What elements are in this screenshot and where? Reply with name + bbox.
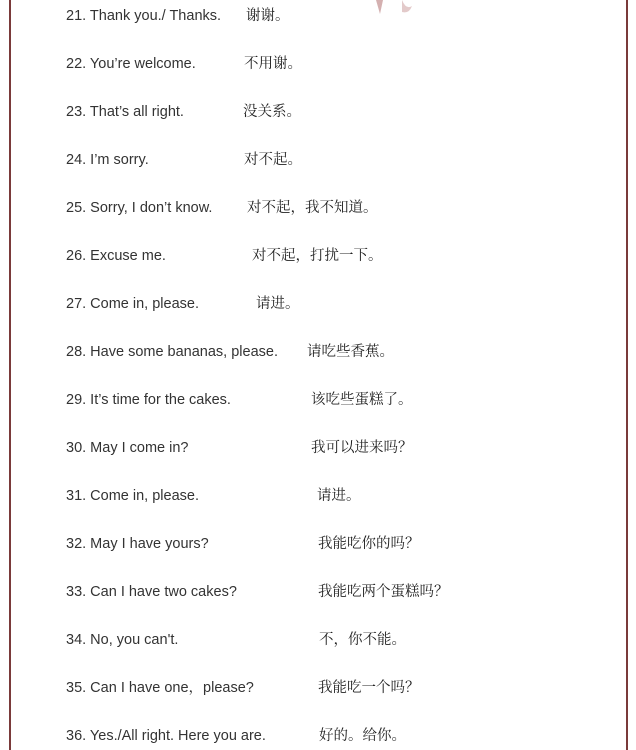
chinese-translation: 没关系。 [243,104,301,120]
phrase-row [0,196,636,220]
phrase-row [0,532,636,556]
chinese-translation: 不，你不能。 [319,632,406,648]
chinese-translation: 请吃些香蕉。 [307,344,394,360]
chinese-translation: 我可以进来吗？ [311,440,413,456]
english-phrase: 32. May I have yours? [66,536,209,552]
english-phrase: 35. Can I have one，please? [66,680,254,696]
chinese-translation: 我能吃一个吗？ [318,680,420,696]
english-phrase: 30. May I come in? [66,440,189,456]
english-phrase: 33. Can I have two cakes? [66,584,237,600]
english-phrase: 31. Come in, please. [66,488,199,504]
english-phrase: 29. It’s time for the cakes. [66,392,231,408]
english-phrase: 24. I’m sorry. [66,152,149,168]
phrase-row [0,292,636,316]
chinese-translation: 谢谢。 [246,8,290,24]
phrase-row [0,676,636,700]
english-phrase: 36. Yes./All right. Here you are. [66,728,266,744]
english-phrase: 22. You’re welcome. [66,56,196,72]
phrase-row [0,580,636,604]
chinese-translation: 不用谢。 [244,56,302,72]
phrase-row [0,148,636,172]
phrase-row [0,484,636,508]
chinese-translation: 请进。 [317,488,361,504]
english-phrase: 26. Excuse me. [66,248,166,264]
english-phrase: 21. Thank you./ Thanks. [66,8,222,24]
english-phrase: 25. Sorry, I don’t know. [66,200,213,216]
phrase-row [0,436,636,460]
chinese-translation: 我能吃你的吗？ [318,536,420,552]
phrase-row [0,388,636,412]
english-phrase: 28. Have some bananas, please. [66,344,278,360]
phrase-row [0,52,636,76]
phrase-row [0,724,636,748]
chinese-translation: 对不起。 [244,152,302,168]
phrase-row [0,244,636,268]
chinese-translation: 我能吃两个蛋糕吗？ [318,584,449,600]
chinese-translation: 该吃些蛋糕了。 [311,392,413,408]
chinese-translation: 对不起，我不知道。 [247,200,378,216]
chinese-translation: 请进。 [256,296,300,312]
phrase-row [0,4,636,28]
phrase-row [0,628,636,652]
english-phrase: 23. That’s all right. [66,104,184,120]
phrase-row [0,340,636,364]
chinese-translation: 对不起，打扰一下。 [252,248,383,264]
chinese-translation: 好的。给你。 [319,728,406,744]
english-phrase: 34. No, you can't. [66,632,179,648]
english-phrase: 27. Come in, please. [66,296,199,312]
phrase-row [0,100,636,124]
